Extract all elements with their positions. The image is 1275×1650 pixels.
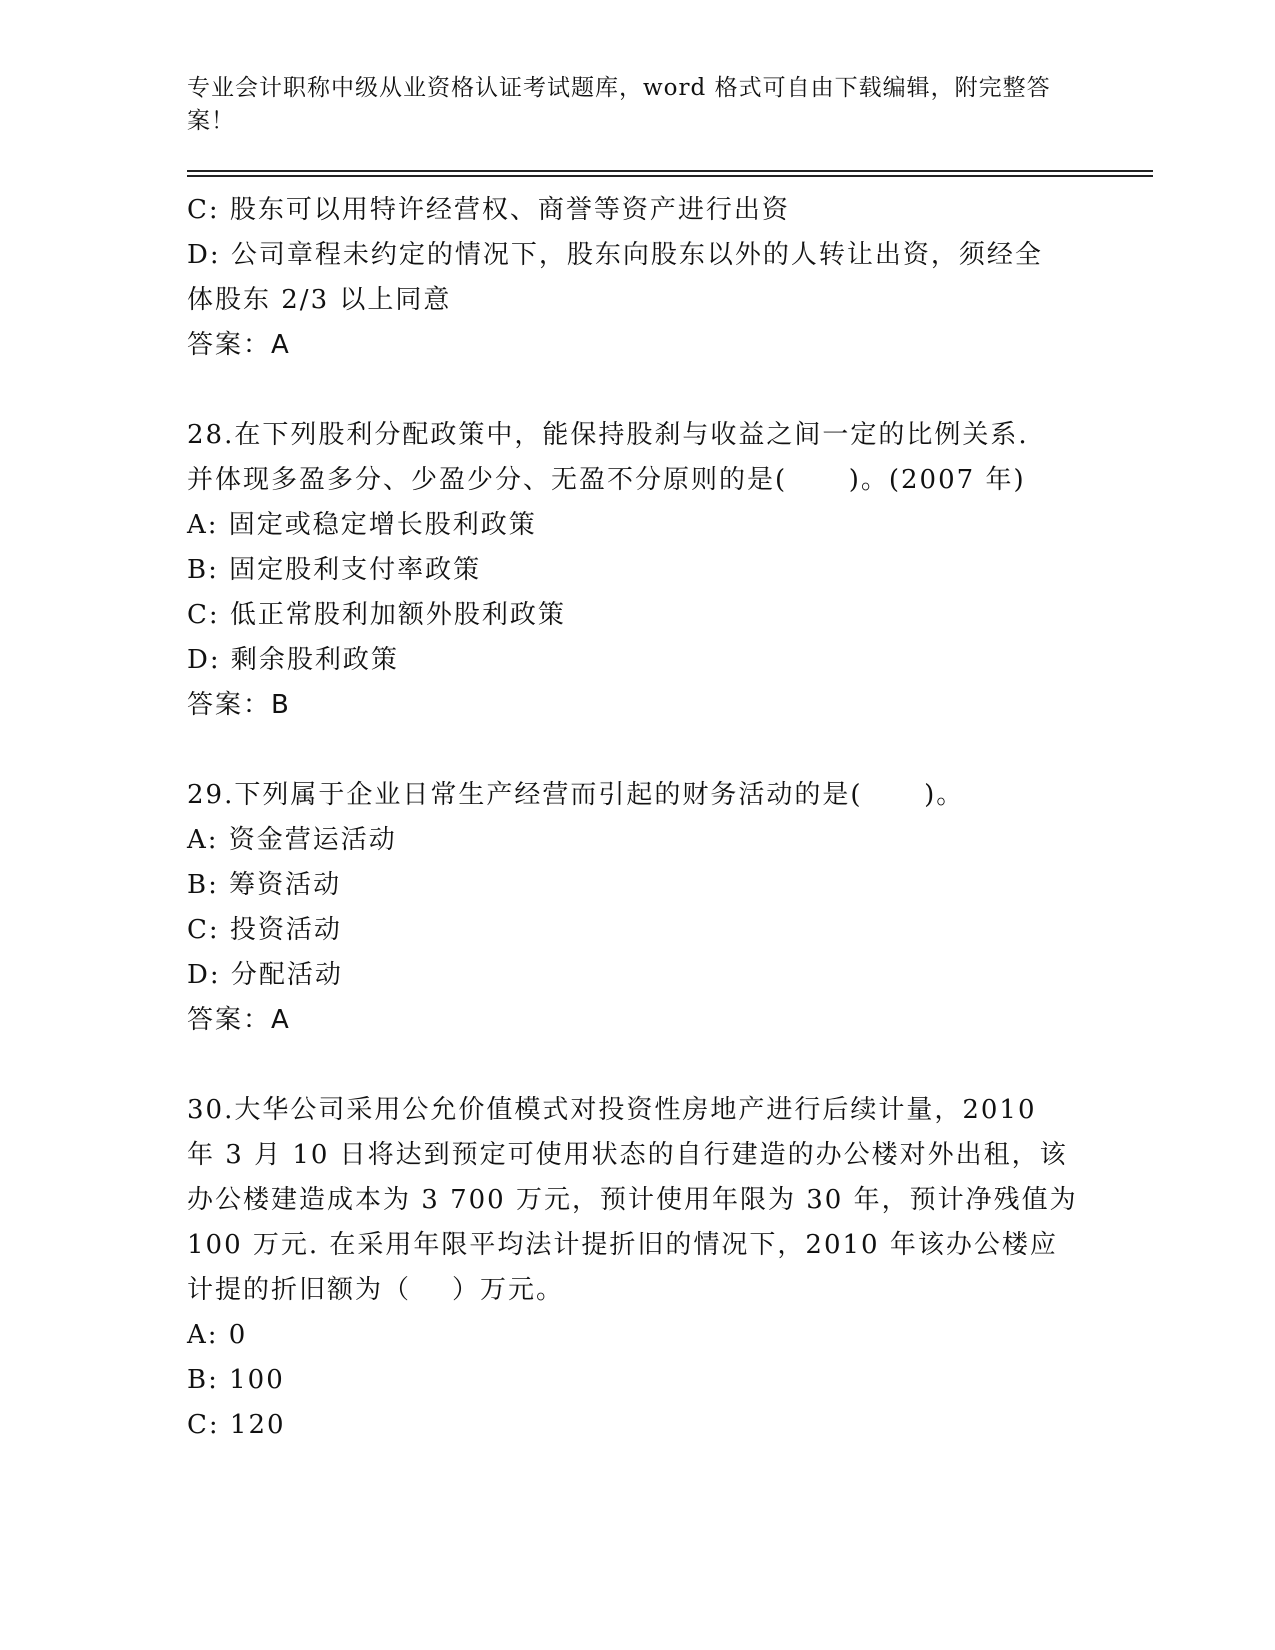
question-stem-line: 100 万元. 在采用年限平均法计提折旧的情况下，2010 年该办公楼应: [187, 1230, 1058, 1260]
option-c: C: 股东可以用特许经营权、商誉等资产进行出资: [187, 195, 790, 225]
question-29: [187, 773, 1077, 1043]
answer-line: 答案：A: [187, 330, 291, 360]
option-c: C: 低正常股利加额外股利政策: [187, 600, 566, 630]
option-c: C: 120: [187, 1410, 286, 1440]
header-rule-bottom: [187, 175, 1153, 177]
question-30: [187, 1088, 1077, 1448]
header-rule-top: [187, 170, 1153, 172]
option-a: A: 固定或稳定增长股利政策: [187, 510, 537, 540]
option-c: C: 投资活动: [187, 915, 342, 945]
document-header: [187, 72, 1067, 138]
question-stem-line: 办公楼建造成本为 3 700 万元，预计使用年限为 30 年，预计净残值为: [187, 1185, 1078, 1215]
question-stem-line: 并体现多盈多分、少盈少分、无盈不分原则的是( )。(2007 年): [187, 465, 1026, 495]
question-stem-line: 计提的折旧额为（ ）万元。: [187, 1275, 565, 1305]
question-stem-line: 30.大华公司采用公允价值模式对投资性房地产进行后续计量，2010: [187, 1095, 1037, 1125]
answer-line: 答案：A: [187, 1005, 291, 1035]
option-d: D: 分配活动: [187, 960, 343, 990]
option-a: A: 资金营运活动: [187, 825, 397, 855]
option-a: A: 0: [187, 1320, 248, 1350]
question-stem-line: 年 3 月 10 日将达到预定可使用状态的自行建造的办公楼对外出租，该: [187, 1140, 1068, 1170]
question-28: [187, 413, 1077, 728]
question-content: [187, 188, 1077, 1448]
question-stem-line: 28.在下列股利分配政策中，能保持股刹与收益之间一定的比例关系.: [187, 420, 1029, 450]
option-d: D: 公司章程未约定的情况下，股东向股东以外的人转让出资，须经全体股东 2/3 以上同意: [187, 240, 1043, 315]
question-stem-line: 29.下列属于企业日常生产经营而引起的财务活动的是( )。: [187, 780, 965, 810]
option-b: B: 固定股利支付率政策: [187, 555, 482, 585]
answer-line: 答案：B: [187, 690, 291, 720]
header-text: 专业会计职称中级从业资格认证考试题库，word 格式可自由下载编辑，附完整答案！: [187, 75, 1051, 134]
option-d: D: 剩余股利政策: [187, 645, 399, 675]
previous-question-tail: [187, 188, 1077, 368]
option-b: B: 100: [187, 1365, 285, 1395]
option-b: B: 筹资活动: [187, 870, 342, 900]
